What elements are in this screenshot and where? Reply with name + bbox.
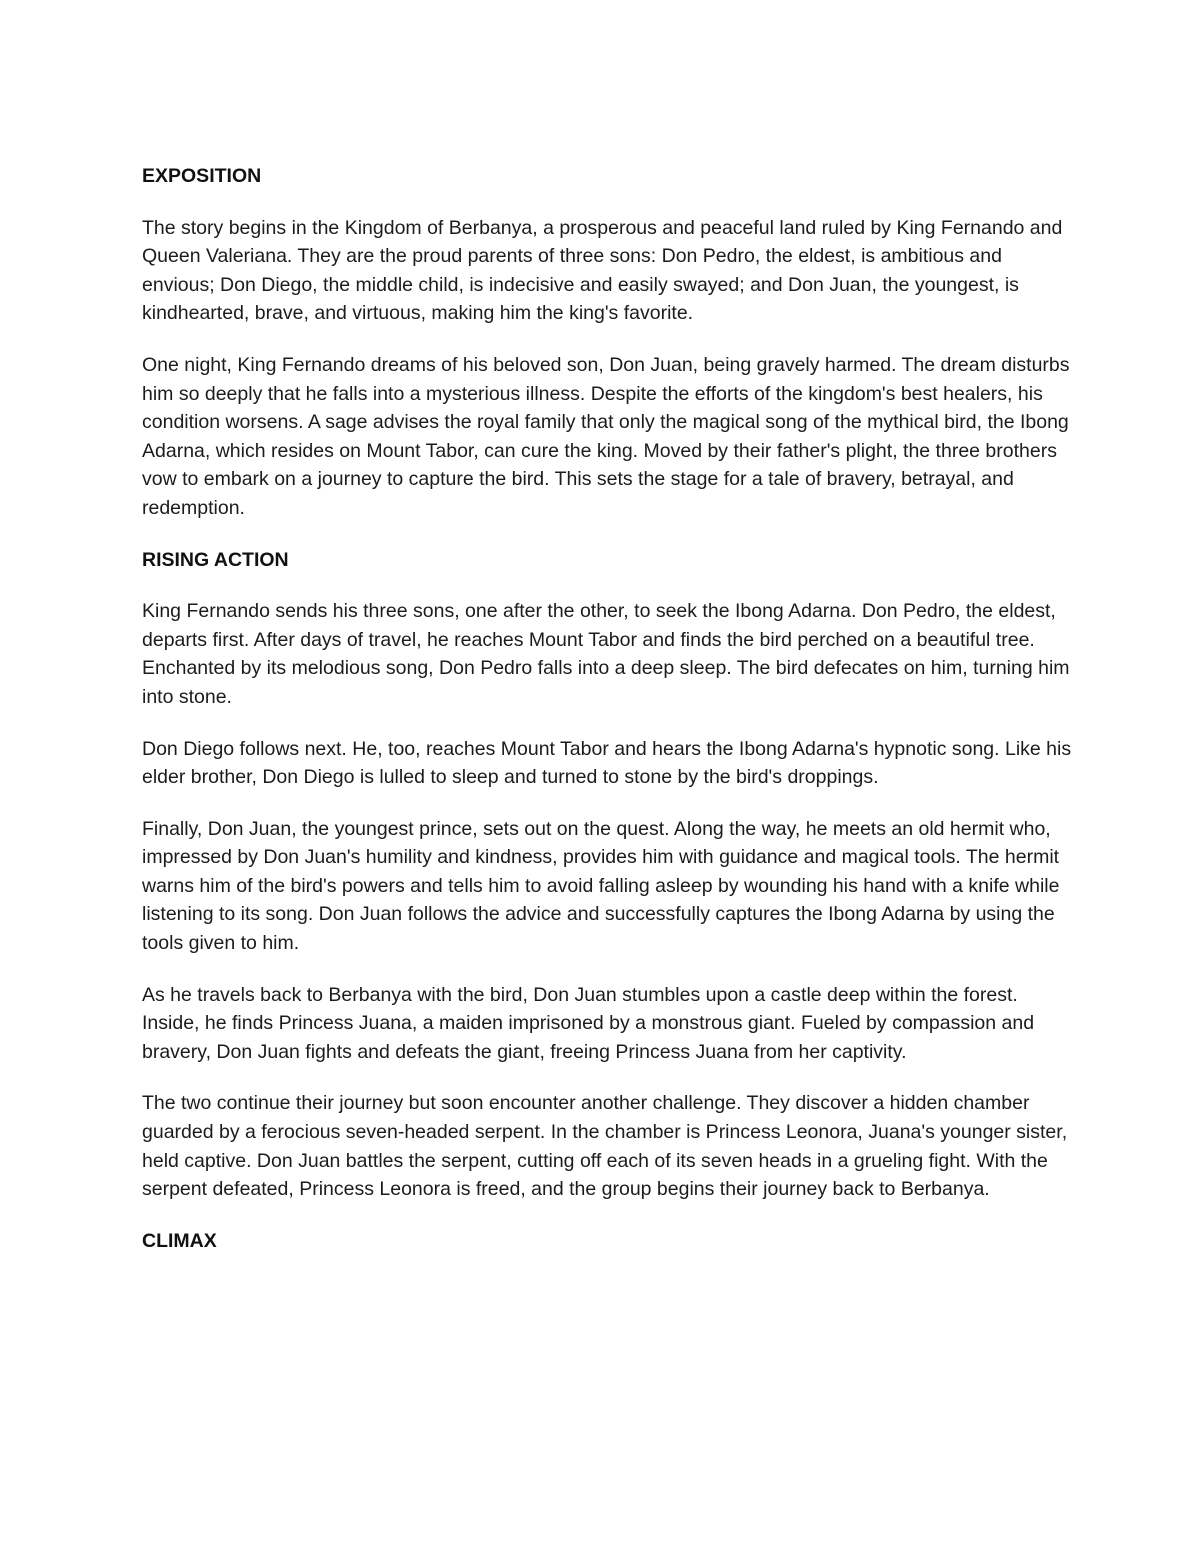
paragraph: As he travels back to Berbanya with the bird, Don Juan stumbles upon a castle deep within the forest. Inside, he finds Princess Juana, a maiden imprisoned by a monstrous giant. Fueled by compassion and bravery, Don Juan fights and defeats the giant, freeing Princess Juana from her captivity. <box>142 983 1035 1063</box>
paragraph: The two continue their journey but soon encounter another challenge. They discover a hidden chamber guarded by a ferocious seven-headed serpent. In the chamber is Princess Leonora, Juana's younger sister, held captive. Don Juan battles the serpent, cutting off each of its seven heads in a grueling fight. With the serpent defeated, Princess Leonora is freed, and the group begins their journey back to Berbanya. <box>142 1092 1068 1201</box>
section-heading: CLIMAX <box>142 1229 217 1252</box>
paragraph: Don Diego follows next. He, too, reaches Mount Tabor and hears the Ibong Adarna's hypnotic song. Like his elder brother, Don Diego is lulled to sleep and turned to stone by the bird's droppings. <box>142 737 1072 789</box>
section-climax <box>142 1227 1072 1256</box>
paragraph: The story begins in the Kingdom of Berbanya, a prosperous and peaceful land ruled by King Fernando and Queen Valeriana. They are the proud parents of three sons: Don Pedro, the eldest, is ambitious and envious; Don Diego, the middle child, is indecisive and easily swayed; and Don Juan, the youngest, is kindhearted, brave, and virtuous, making him the king's favorite. <box>142 216 1063 325</box>
paragraph: King Fernando sends his three sons, one after the other, to seek the Ibong Adarna. Don Pedro, the eldest, departs first. After days of travel, he reaches Mount Tabor and finds the bird perched on a beautiful tree. Enchanted by its melodious song, Don Pedro falls into a deep sleep. The bird defecates on him, turning him into stone. <box>142 600 1070 708</box>
section-heading: EXPOSITION <box>142 165 262 187</box>
section-rising-action <box>142 546 1072 1204</box>
document-page <box>142 162 1072 1278</box>
section-exposition <box>142 162 1072 523</box>
paragraph: One night, King Fernando dreams of his beloved son, Don Juan, being gravely harmed. The dream disturbs him so deeply that he falls into a mysterious illness. Despite the efforts of the kingdom's best healers, his condition worsens. A sage advises the royal family that only the magical song of the mythical bird, the Ibong Adarna, which resides on Mount Tabor, can cure the king. Moved by their father's plight, the three brothers vow to embark on a journey to capture the bird. This sets the stage for a tale of bravery, betrayal, and redemption. <box>142 353 1070 519</box>
paragraph: Finally, Don Juan, the youngest prince, sets out on the quest. Along the way, he meets an old hermit who, impressed by Don Juan's humility and kindness, provides him with guidance and magical tools. The hermit warns him of the bird's powers and tells him to avoid falling asleep by wounding his hand with a knife while listening to its song. Don Juan follows the advice and successfully captures the Ibong Adarna by using the tools given to him. <box>142 817 1060 955</box>
section-heading: RISING ACTION <box>142 548 289 571</box>
